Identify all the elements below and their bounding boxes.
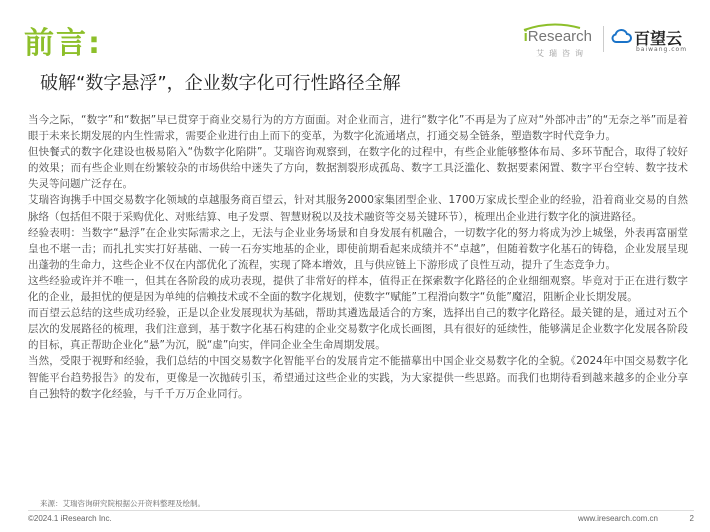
iresearch-word: Research bbox=[527, 28, 592, 45]
paragraph: 当今之际，“数字”和“数据”早已贯穿于商业交易行为的方方面面。对企业而言，进行“数字化”不再是为了应对“外部冲击”的“无奈之举”而是着眼于未来长期发展的内生性需求，需要企业进行由上而下的变革，为数字化流通堵点，打通交易全链条，塑造数字时代竞争力。 bbox=[28, 114, 688, 143]
iresearch-sub: 艾瑞咨询 bbox=[536, 49, 588, 58]
iresearch-i: i bbox=[523, 28, 528, 45]
page-number: 2 bbox=[689, 514, 694, 523]
paragraph: 当然，受限于视野和经验，我们总结的中国交易数字化智能平台的发展肯定不能描摹出中国企业交易数字化的全貌。《2024年中国交易数字化智能平台趋势报告》的发布，更像是一次抛砖引玉，希望通过这些企业的实践，为大家提供一些思路。而我们也期待看到越来越多的企业分享自己独特的数字化经验，与千千万万企业同行。 bbox=[28, 355, 688, 400]
iresearch-logo bbox=[492, 22, 592, 58]
cloud-icon bbox=[610, 28, 632, 44]
source-note: 来源：艾瑞咨询研究院根据公开资料整理及绘制。 bbox=[40, 499, 205, 508]
paragraph: 但快餐式的数字化建设也极易陷入“伪数字化陷阱”。艾瑞咨询观察到，在数字化的过程中，有些企业能够整体布局、多环节配合，取得了较好的效果；而有些企业则在纷繁较杂的市场供给中迷失了方向，数据割裂形成孤岛、数字工具泛滥化、数据要素闲置、数字平台空转、数字技术失灵等问题广泛存在。 bbox=[28, 146, 688, 191]
baiwang-logo bbox=[610, 22, 694, 58]
header-logos bbox=[484, 20, 694, 60]
page-title: 前言: bbox=[24, 26, 102, 61]
footer-divider bbox=[28, 510, 694, 511]
paragraph: 这些经验或许并不唯一，但其在各阶段的成功表现，提供了非常好的样本，值得正在探索数字化路径的企业细细观察。毕竟对于正在进行数字化的企业，最担忧的便是因为单纯的信赖技术或不全面的数字化规划，使数字“赋能”工程滑向数字“负能”魔沼，阻断企业长期发展。 bbox=[28, 274, 688, 304]
baiwang-url: baiwang.com bbox=[636, 46, 688, 53]
footer-url: www.iresearch.com.cn bbox=[577, 514, 658, 523]
copyright: ©2024.1 iResearch Inc. bbox=[28, 514, 112, 523]
logo-divider bbox=[603, 26, 604, 52]
baiwang-name: 百望云 bbox=[634, 29, 683, 48]
paragraph: 艾瑞咨询携手中国交易数字化领域的卓越服务商百望云，针对其服务2000家集团型企业、1700万家成长型企业的经验，沿着商业交易的自然脉络（包括但不限于采购优化、对账结算、电子发票、智慧财税以及技术融资等交易关键环节），梳理出企业进行数字化的演进路径。 bbox=[28, 194, 688, 223]
paragraph: 而百望云总结的这些成功经验，正是以企业发展现状为基础，帮助其遴选最适合的方案，选择出自己的数字化路径。最关键的是，通过对五个层次的发展路径的梳理，我们注意到，基于数字化基石构建的企业交易数字化成长画图，具有很好的延续性，能够满足企业数字化发展各阶段的目标，真正帮助企业化“悬”为沉，脱“虚”向实，伴同企业全生命周期发展。 bbox=[28, 307, 688, 352]
paragraph: 经验表明：当数字“悬浮”在企业实际需求之上，无法与企业业务场景和自身发展有机融合，一切数字化的努力将成为沙上城堡，外表再富丽堂皇也不堪一击；而扎扎实实打好基础、一砖一石夯实地基的企业，即使前期看起来成绩并不“卓越”，但随着数字化基石的铸稳，企业发展呈现出蓬勃的生命力，这些企业不仅在内部优化了流程，实现了降本增效，且与供应链上下游形成了良性互动，提升了生态竞争力。 bbox=[28, 226, 688, 271]
page-subtitle: 破解“数字悬浮”，企业数字化可行性路径全解 bbox=[40, 73, 401, 94]
body-text bbox=[28, 112, 688, 402]
